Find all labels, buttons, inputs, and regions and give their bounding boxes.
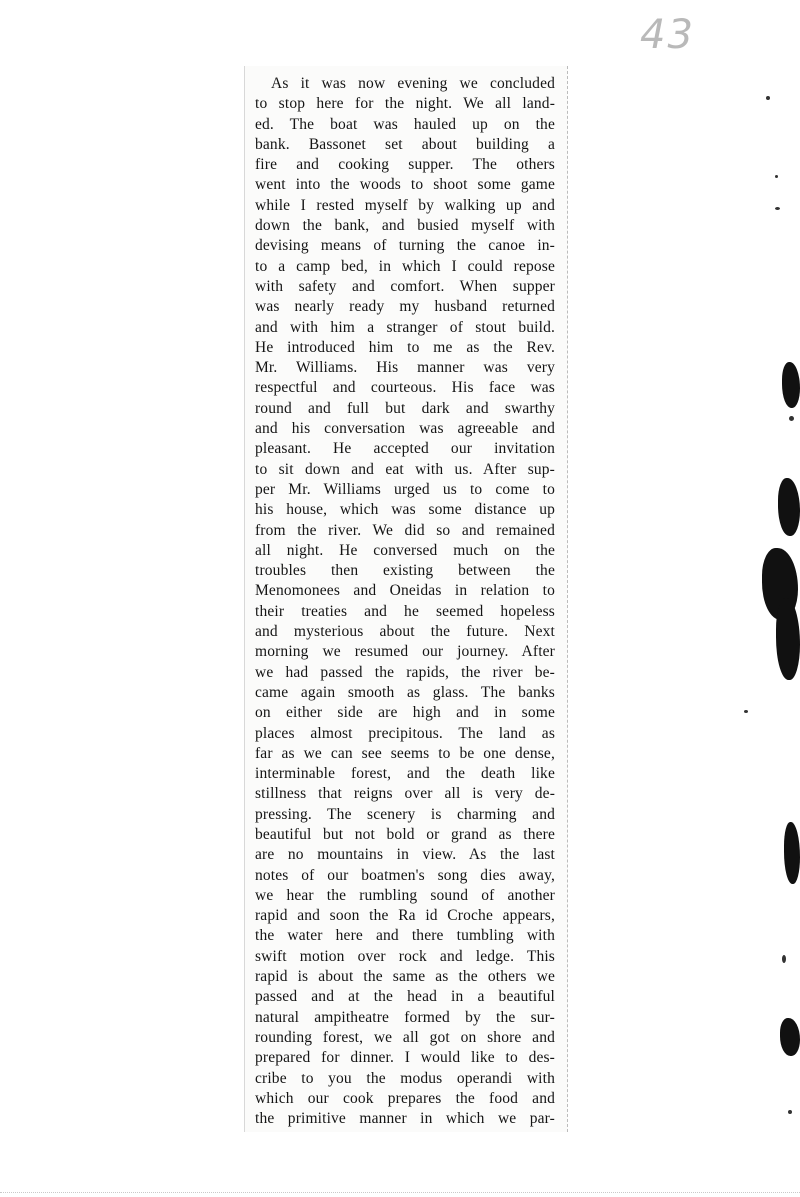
edge-blot bbox=[782, 362, 800, 408]
article-line: passed and at the head in a beautiful bbox=[255, 988, 555, 1006]
article-line: swift motion over rock and ledge. This bbox=[255, 947, 555, 965]
article-line: fire and cooking supper. The others bbox=[255, 156, 555, 174]
article-line: and with him a stranger of stout build. bbox=[255, 318, 555, 336]
edge-speck bbox=[788, 1110, 792, 1114]
article-line: round and full but dark and swarthy bbox=[255, 399, 555, 417]
edge-speck bbox=[775, 207, 780, 210]
article-line: and his conversation was agreeable and bbox=[255, 420, 555, 438]
article-line: on either side are high and in some bbox=[255, 704, 555, 722]
article-line: to a camp bed, in which I could repose bbox=[255, 257, 555, 275]
edge-speck bbox=[744, 710, 748, 713]
article-line: rounding forest, we all got on shore and bbox=[255, 1028, 555, 1046]
edge-speck bbox=[789, 416, 794, 421]
article-line: cribe to you the modus operandi with bbox=[255, 1069, 555, 1087]
edge-speck bbox=[782, 955, 786, 963]
article-text-column bbox=[255, 74, 555, 1129]
article-line: from the river. We did so and remained bbox=[255, 521, 555, 539]
article-line: came again smooth as glass. The banks bbox=[255, 683, 555, 701]
article-line: He introduced him to me as the Rev. bbox=[255, 338, 555, 356]
article-line: As it was now evening we concluded bbox=[271, 75, 555, 92]
article-line: far as we can see seems to be one dense, bbox=[255, 744, 555, 762]
article-line: their treaties and he seemed hopeless bbox=[255, 602, 555, 620]
article-line: his house, which was some distance up bbox=[255, 501, 555, 519]
article-line: interminable forest, and the death like bbox=[255, 765, 555, 783]
article-line: stillness that reigns over all is very de- bbox=[255, 785, 555, 803]
article-line: while I rested myself by walking up and bbox=[255, 196, 555, 214]
article-line: which our cook prepares the food and bbox=[255, 1089, 555, 1107]
article-line: with safety and comfort. When supper bbox=[255, 277, 555, 295]
edge-speck bbox=[775, 175, 778, 178]
edge-speck bbox=[766, 96, 770, 100]
article-line: to stop here for the night. We all land- bbox=[255, 95, 555, 113]
article-line: prepared for dinner. I would like to des- bbox=[255, 1049, 555, 1067]
page-number: 43 bbox=[640, 12, 695, 58]
article-line: rapid is about the same as the others we bbox=[255, 968, 555, 986]
newspaper-clipping bbox=[244, 66, 568, 1132]
article-line: Menomonees and Oneidas in relation to bbox=[255, 582, 555, 600]
article-line: beautiful but not bold or grand as there bbox=[255, 825, 555, 843]
scan-bottom-edge bbox=[0, 1192, 800, 1194]
edge-blot bbox=[784, 822, 800, 884]
article-line: morning we resumed our journey. After bbox=[255, 643, 555, 661]
article-line: troubles then existing between the bbox=[255, 562, 555, 580]
article-line: Mr. Williams. His manner was very bbox=[255, 359, 555, 377]
edge-blot bbox=[778, 478, 800, 536]
article-line: pleasant. He accepted our invitation bbox=[255, 440, 555, 458]
article-line: and mysterious about the future. Next bbox=[255, 623, 555, 641]
article-line: respectful and courteous. His face was bbox=[255, 379, 555, 397]
article-line: notes of our boatmen's song dies away, bbox=[255, 866, 555, 884]
article-line: are no mountains in view. As the last bbox=[255, 846, 555, 864]
article-line: we had passed the rapids, the river be- bbox=[255, 663, 555, 681]
article-line: to sit down and eat with us. After sup- bbox=[255, 460, 555, 478]
article-line: per Mr. Williams urged us to come to bbox=[255, 480, 555, 498]
edge-blot bbox=[776, 598, 800, 680]
article-line: rapid and soon the Ra id Croche appears, bbox=[255, 907, 555, 925]
article-line: the primitive manner in which we par- bbox=[255, 1110, 555, 1128]
scanner-edge-marks bbox=[740, 0, 800, 1197]
article-line: natural ampitheatre formed by the sur- bbox=[255, 1008, 555, 1026]
edge-blot bbox=[780, 1018, 800, 1056]
article-line: devising means of turning the canoe in- bbox=[255, 237, 555, 255]
article-line: bank. Bassonet set about building a bbox=[255, 135, 555, 153]
article-line: pressing. The scenery is charming and bbox=[255, 805, 555, 823]
article-line: ed. The boat was hauled up on the bbox=[255, 115, 555, 133]
article-line: was nearly ready my husband returned bbox=[255, 298, 555, 316]
article-line: places almost precipitous. The land as bbox=[255, 724, 555, 742]
article-line: we hear the rumbling sound of another bbox=[255, 886, 555, 904]
article-line: all night. He conversed much on the bbox=[255, 541, 555, 559]
article-line: went into the woods to shoot some game bbox=[255, 176, 555, 194]
article-line: down the bank, and busied myself with bbox=[255, 217, 555, 235]
article-line: the water here and there tumbling with bbox=[255, 927, 555, 945]
